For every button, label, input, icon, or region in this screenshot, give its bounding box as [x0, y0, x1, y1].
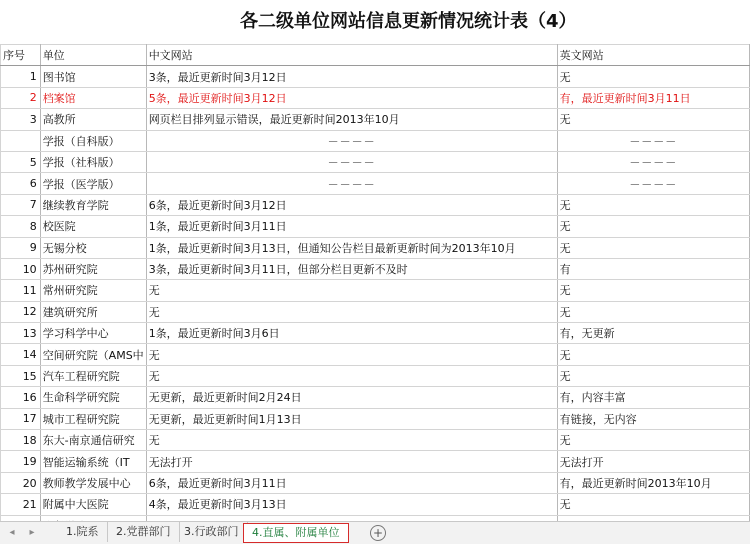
cell-no[interactable]: 8: [1, 216, 41, 237]
cell-unit[interactable]: 生命科学研究院: [40, 387, 146, 408]
cell-cn-site[interactable]: 无法打开: [146, 451, 557, 472]
cell-no[interactable]: 17: [1, 408, 41, 429]
cell-no[interactable]: 9: [1, 237, 41, 258]
table-row: [1, 301, 750, 322]
cell-unit[interactable]: 学习科学中心: [40, 323, 146, 344]
cell-en-site[interactable]: 无: [557, 365, 749, 386]
next-sheet-icon[interactable]: ▸: [29, 527, 35, 538]
sheet-tab-1[interactable]: 1.院系: [58, 522, 108, 542]
table-row: [1, 87, 750, 108]
table-row: [1, 216, 750, 237]
cell-en-site[interactable]: 无: [557, 494, 749, 515]
table-row: [1, 387, 750, 408]
cell-no[interactable]: 19: [1, 451, 41, 472]
cell-unit[interactable]: 常州研究院: [40, 280, 146, 301]
cell-cn-site[interactable]: 6条，最近更新时间3月12日: [146, 194, 557, 215]
cell-no[interactable]: 7: [1, 194, 41, 215]
cell-cn-site[interactable]: 1条，最近更新时间3月6日: [146, 323, 557, 344]
cell-no[interactable]: 3: [1, 109, 41, 130]
cell-no[interactable]: 15: [1, 365, 41, 386]
cell-cn-site[interactable]: －－－－: [146, 151, 557, 172]
table-row: [1, 194, 750, 215]
cell-en-site[interactable]: 无: [557, 301, 749, 322]
cell-cn-site[interactable]: 无: [146, 301, 557, 322]
cell-no[interactable]: 6: [1, 173, 41, 194]
cell-unit[interactable]: 城市工程研究院: [40, 408, 146, 429]
cell-en-site[interactable]: 有，无更新: [557, 323, 749, 344]
cell-en-site[interactable]: 无法打开: [557, 451, 749, 472]
cell-cn-site[interactable]: －－－－: [146, 130, 557, 151]
sheet-tab-bar: [0, 521, 750, 544]
cell-no[interactable]: 14: [1, 344, 41, 365]
sheet-title: 各二级单位网站信息更新情况统计表（4）: [240, 11, 577, 32]
sheet-tab-3[interactable]: 3.行政部门: [176, 522, 248, 542]
table-row: [1, 109, 750, 130]
cell-unit[interactable]: 建筑研究所: [40, 301, 146, 322]
cell-no[interactable]: 11: [1, 280, 41, 301]
table-row: [1, 365, 750, 386]
cell-no[interactable]: 12: [1, 301, 41, 322]
header-unit[interactable]: 单位: [40, 45, 146, 66]
cell-en-site[interactable]: 无: [557, 280, 749, 301]
cell-cn-site[interactable]: －－－－: [146, 173, 557, 194]
cell-unit[interactable]: 档案馆: [40, 87, 146, 108]
cell-no[interactable]: 1: [1, 66, 41, 87]
cell-unit[interactable]: 图书馆: [40, 66, 146, 87]
cell-unit[interactable]: 汽车工程研究院: [40, 365, 146, 386]
cell-en-site[interactable]: 有: [557, 258, 749, 279]
cell-unit[interactable]: 学报（自科版）: [40, 130, 146, 151]
add-sheet-icon[interactable]: +: [370, 525, 386, 541]
table-row: [1, 173, 750, 194]
cell-unit[interactable]: 空间研究院（AMS中: [40, 344, 146, 365]
cell-en-site[interactable]: 无: [557, 344, 749, 365]
table-row: [1, 151, 750, 172]
table-row: [1, 258, 750, 279]
cell-cn-site[interactable]: 3条，最近更新时间3月12日: [146, 66, 557, 87]
cell-en-site[interactable]: 有，最近更新时间2013年10月: [557, 472, 749, 493]
cell-cn-site[interactable]: 1条，最近更新时间3月13日，但通知公告栏目最新更新时间为2013年10月: [146, 237, 557, 258]
table-row: [1, 451, 750, 472]
cell-en-site[interactable]: 无: [557, 237, 749, 258]
cell-cn-site[interactable]: 6条，最近更新时间3月11日: [146, 472, 557, 493]
cell-cn-site[interactable]: 无更新，最近更新时间2月24日: [146, 387, 557, 408]
cell-no[interactable]: [1, 130, 41, 151]
table-row: [1, 494, 750, 515]
cell-unit[interactable]: 校医院: [40, 216, 146, 237]
cell-unit[interactable]: 高教所: [40, 109, 146, 130]
cell-en-site[interactable]: 有，最近更新时间3月11日: [557, 87, 749, 108]
cell-cn-site[interactable]: 无: [146, 365, 557, 386]
cell-cn-site[interactable]: 无: [146, 344, 557, 365]
header-no[interactable]: 序号: [1, 45, 41, 66]
cell-en-site[interactable]: 无: [557, 66, 749, 87]
header-en-site[interactable]: 英文网站: [557, 45, 749, 66]
cell-unit[interactable]: 学报（社科版）: [40, 151, 146, 172]
cell-no[interactable]: 16: [1, 387, 41, 408]
cell-en-site[interactable]: 无: [557, 430, 749, 451]
table-row: [1, 130, 750, 151]
cell-en-site[interactable]: 无: [557, 194, 749, 215]
cell-cn-site[interactable]: 1条，最近更新时间3月11日: [146, 216, 557, 237]
table-row: [1, 323, 750, 344]
header-cn-site[interactable]: 中文网站: [146, 45, 557, 66]
sheet-tab-2[interactable]: 2.党群部门: [108, 522, 180, 542]
cell-unit[interactable]: 苏州研究院: [40, 258, 146, 279]
cell-unit[interactable]: 附属中大医院: [40, 494, 146, 515]
table-row: [1, 408, 750, 429]
cell-cn-site[interactable]: 5条，最近更新时间3月12日: [146, 87, 557, 108]
header-row: [1, 45, 750, 66]
cell-no[interactable]: 20: [1, 472, 41, 493]
cell-en-site[interactable]: 无: [557, 109, 749, 130]
cell-cn-site[interactable]: 无: [146, 430, 557, 451]
cell-en-site[interactable]: －－－－: [557, 173, 749, 194]
cell-no[interactable]: 21: [1, 494, 41, 515]
table-row: [1, 472, 750, 493]
cell-unit[interactable]: 智能运输系统（IT: [40, 451, 146, 472]
prev-sheet-icon[interactable]: ◂: [9, 527, 15, 538]
cell-en-site[interactable]: 有链接，无内容: [557, 408, 749, 429]
cell-en-site[interactable]: 无: [557, 216, 749, 237]
cell-cn-site[interactable]: 4条，最近更新时间3月13日: [146, 494, 557, 515]
cell-unit[interactable]: 东大-南京通信研究: [40, 430, 146, 451]
cell-unit[interactable]: 继续教育学院: [40, 194, 146, 215]
cell-unit[interactable]: 教师教学发展中心: [40, 472, 146, 493]
table-row: [1, 280, 750, 301]
cell-cn-site[interactable]: 3条，最近更新时间3月11日，但部分栏目更新不及时: [146, 258, 557, 279]
cell-no[interactable]: 2: [1, 87, 41, 108]
cell-cn-site[interactable]: 无更新，最近更新时间1月13日: [146, 408, 557, 429]
cell-unit[interactable]: 无锡分校: [40, 237, 146, 258]
table-row: [1, 237, 750, 258]
cell-en-site[interactable]: 有，内容丰富: [557, 387, 749, 408]
cell-en-site[interactable]: －－－－: [557, 130, 749, 151]
cell-en-site[interactable]: －－－－: [557, 151, 749, 172]
sheet-tab-4[interactable]: 4.直属、附属单位: [243, 523, 349, 543]
table-row: [1, 66, 750, 87]
data-table: [0, 44, 750, 521]
table-row: [1, 430, 750, 451]
cell-no[interactable]: 5: [1, 151, 41, 172]
cell-no[interactable]: 10: [1, 258, 41, 279]
cell-cn-site[interactable]: 无: [146, 280, 557, 301]
cell-no[interactable]: 13: [1, 323, 41, 344]
cell-no[interactable]: 18: [1, 430, 41, 451]
cell-cn-site[interactable]: 网页栏目排列显示错误，最近更新时间2013年10月: [146, 109, 557, 130]
cell-unit[interactable]: 学报（医学版）: [40, 173, 146, 194]
table-row: [1, 344, 750, 365]
